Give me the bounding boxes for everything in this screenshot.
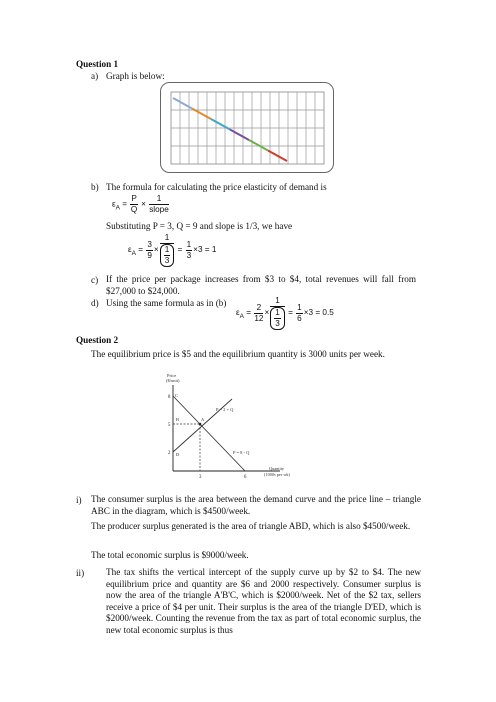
y-tick-2: 2 — [168, 451, 171, 456]
item-c-text: If the price per package increases from $3 to $4, total revenues will fall from $27,000 to $24,000. — [106, 274, 416, 296]
tax-effect-text: The tax shifts the vertical intercept of the supply curve up by $2 to $4. The new equilibrium price and quantity are $6 and 2000 respectively. Consumer surplus is now the area of the triangle A'B'C, which is $2000/week. Net of the $2 tax, sellers receive a price of $4 per unit. Their surplus is the area of the triangle D'ED, which is $2000/week. Counting the revenue from the tax as part of total economic surplus, the new total economic surplus is thus — [106, 567, 421, 635]
x-tick-6: 6 — [244, 475, 247, 480]
x-tick-3: 3 — [199, 475, 202, 480]
item-a-text: Graph is below: — [106, 71, 165, 81]
supply-label: P = 2 + Q — [216, 407, 234, 412]
consumer-surplus-text: The consumer surplus is the area between the demand curve and the price line – triangle ABC in the diagram, which is $4500/week. — [91, 494, 421, 516]
y-tick-8: 8 — [168, 395, 171, 400]
substitution-text: Substituting P = 3, Q = 9 and slope is 1/3, we have — [106, 221, 293, 231]
formula-subscript: A — [115, 204, 120, 212]
demand-curve — [173, 396, 245, 471]
item-i-marker: i) — [76, 495, 82, 505]
x-axis-title-1: Quantity — [269, 466, 285, 471]
elasticity-formula — [112, 194, 170, 215]
elasticity-calc-2: $\varepsilon_A$ = $\frac{2}{12}$ × $\frac{1}{\frac{1}{3}}$ = $\frac{1}{6}$ ×3 = 0.5 — [236, 296, 334, 328]
formula-fraction-p-q: $\frac{P}{Q}$ — [130, 194, 138, 214]
y-tick-5: 5 — [168, 423, 171, 428]
x-axis-title-2: (1000s per wk) — [264, 472, 291, 477]
item-b-text: The formula for calculating the price elasticity of demand is — [106, 182, 327, 192]
supply-demand-diagram — [160, 370, 300, 485]
equilibrium-point — [199, 423, 202, 426]
producer-surplus-text: The producer surplus generated is the area of triangle ABD, which is also $4500/week. — [91, 521, 411, 531]
point-d-label: D — [176, 452, 180, 457]
total-surplus-text: The total economic surplus is $9000/week. — [91, 550, 249, 560]
item-b-marker: b) — [91, 182, 99, 192]
item-c-marker: c) — [91, 275, 99, 285]
formula-fraction-slope: $\frac{1}{\text{slope}}$ — [149, 194, 169, 214]
formula-times: × — [141, 199, 146, 209]
question-2-intro: The equilibrium price is $5 and the equilibrium quantity is 3000 units per week. — [91, 349, 385, 359]
formula-epsilon: ε — [112, 199, 116, 209]
demand-label: P = 8 - Q — [233, 450, 250, 455]
question-2-title: Question 2 — [76, 335, 119, 345]
demand-line-graph — [160, 82, 335, 174]
elasticity-calc-1: $\varepsilon_A$ = $\frac{3}{9}$ × $\frac{1}{\frac{1}{3}}$ = $\frac{1}{3}$ ×3 = 1 — [128, 233, 217, 265]
question-1-title: Question 1 — [76, 59, 119, 69]
item-d-text: Using the same formula as in (b) — [106, 298, 227, 308]
item-d-marker: d) — [91, 298, 99, 308]
point-c-label: C — [175, 393, 179, 398]
formula-equals: = — [122, 199, 128, 209]
item-ii-marker: ii) — [76, 568, 85, 578]
point-a-label: A — [201, 417, 205, 422]
point-b-label: B — [176, 417, 180, 422]
y-axis-title-2: ($/unit) — [166, 378, 180, 383]
y-axis-title-1: Price — [167, 373, 177, 378]
item-a-marker: a) — [91, 71, 99, 81]
